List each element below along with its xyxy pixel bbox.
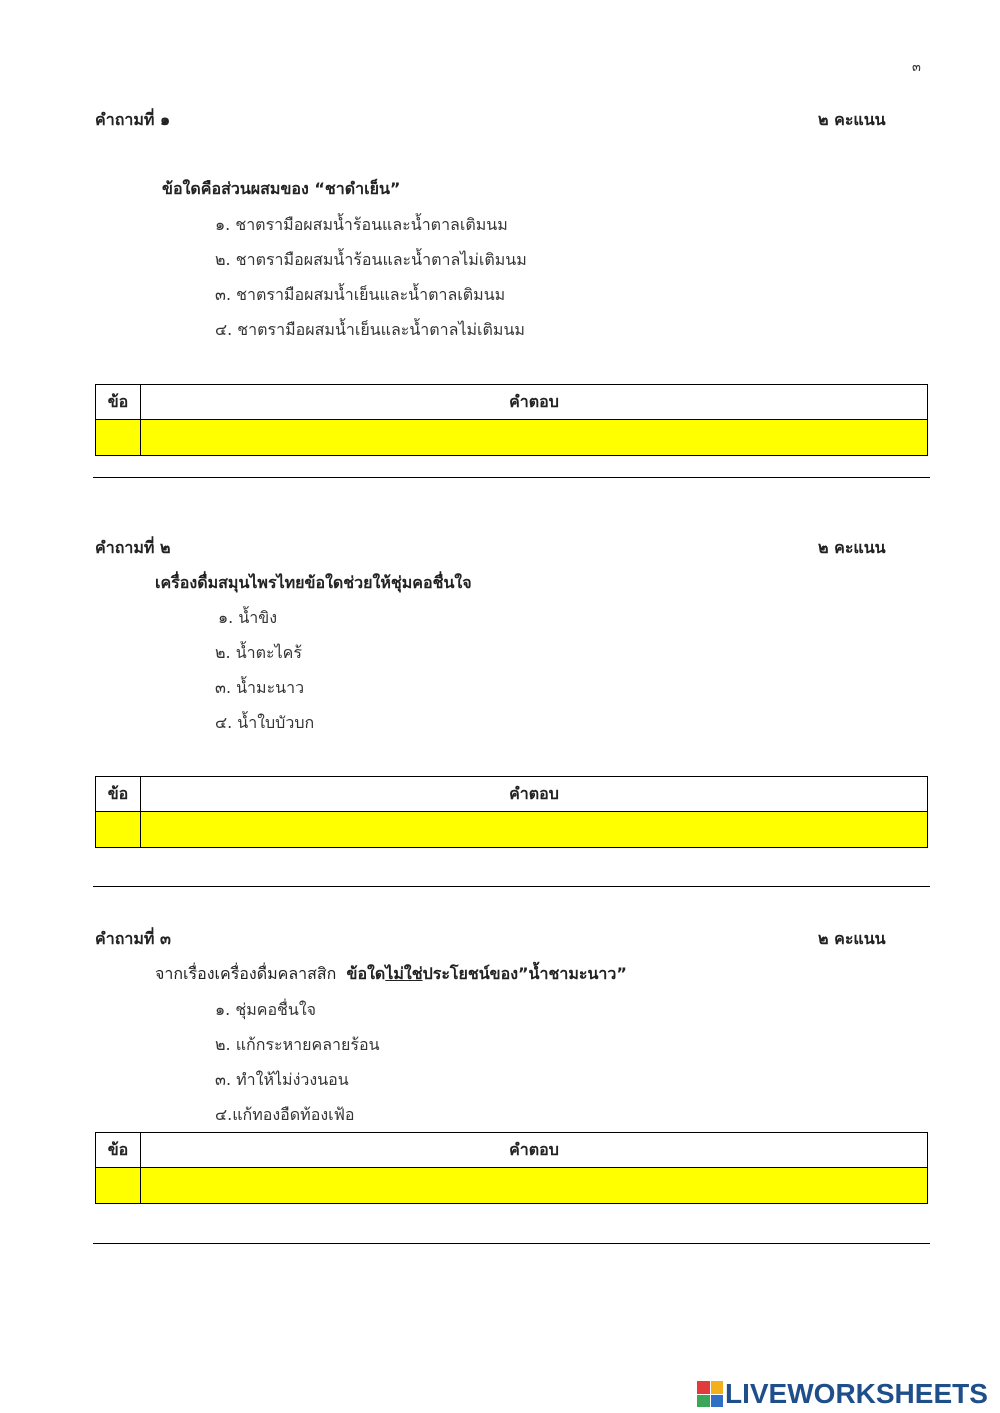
- question-1-score: ๒ คะแนน: [818, 110, 886, 129]
- question-1-choice-4: ๔. ชาตรามือผสมน้ำเย็นและน้ำตาลไม่เติมนม: [215, 320, 525, 339]
- question-2-choice-1: ๑. น้ำขิง: [218, 608, 277, 627]
- answer-table-2: [95, 776, 928, 848]
- liveworksheets-logo: [697, 1378, 988, 1410]
- answer-col-no-header: ข้อ: [96, 1133, 141, 1168]
- question-1-choice-3: ๓. ชาตรามือผสมน้ำเย็นและน้ำตาลเติมนม: [215, 285, 506, 304]
- question-3-stem-prefix: จากเรื่องเครื่องดื่มคลาสสิก: [155, 964, 337, 983]
- answer-col-answer-header: คำตอบ: [141, 385, 928, 420]
- question-1-choice-1: ๑. ชาตรามือผสมน้ำร้อนและน้ำตาลเติมนม: [215, 215, 508, 234]
- question-3-choice-4: ๔.แก้ทองอืดท้องเฟ้อ: [215, 1105, 355, 1124]
- logo-text: LIVEWORKSHEETS: [725, 1378, 988, 1409]
- question-2-score: ๒ คะแนน: [818, 538, 886, 557]
- question-3-title: คำถามที่ ๓: [95, 929, 171, 948]
- answer-1-input[interactable]: [141, 420, 928, 456]
- liveworksheets-mark-icon: [697, 1381, 723, 1407]
- question-2-stem: เครื่องดื่มสมุนไพรไทยข้อใดช่วยให้ชุ่มคอชื่นใจ: [155, 573, 472, 592]
- question-3-stem-underline: ไม่ใช่: [385, 964, 423, 983]
- answer-3-input[interactable]: [141, 1168, 928, 1204]
- question-3-stem-bold-a: ข้อใด: [346, 964, 386, 983]
- answer-col-answer-header: คำตอบ: [141, 777, 928, 812]
- question-3-stem-bold-b: ประโยชน์ของ”น้ำชามะนาว”: [422, 964, 627, 983]
- answer-col-no-header: ข้อ: [96, 777, 141, 812]
- question-1-title: คำถามที่ ๑: [95, 110, 171, 129]
- question-2-choice-4: ๔. น้ำใบบัวบก: [215, 713, 315, 732]
- question-2-title: คำถามที่ ๒: [95, 538, 171, 557]
- divider: [93, 1243, 930, 1244]
- question-2-choice-3: ๓. น้ำมะนาว: [215, 678, 305, 697]
- answer-3-no-input[interactable]: [96, 1168, 141, 1204]
- question-3-choice-1: ๑. ชุ่มคอชื่นใจ: [215, 1000, 317, 1019]
- question-2-choice-2: ๒. น้ำตะไคร้: [215, 643, 302, 662]
- divider: [93, 886, 930, 887]
- answer-col-answer-header: คำตอบ: [141, 1133, 928, 1168]
- answer-table-1: [95, 384, 928, 456]
- answer-table-3: [95, 1132, 928, 1204]
- answer-1-no-input[interactable]: [96, 420, 141, 456]
- question-3-choice-3: ๓. ทำให้ไม่ง่วงนอน: [215, 1070, 349, 1089]
- answer-col-no-header: ข้อ: [96, 385, 141, 420]
- page-number: ๓: [912, 60, 921, 75]
- question-3-choice-2: ๒. แก้กระหายคลายร้อน: [215, 1035, 380, 1054]
- answer-2-no-input[interactable]: [96, 812, 141, 848]
- question-1-choice-2: ๒. ชาตรามือผสมน้ำร้อนและน้ำตาลไม่เติมนม: [215, 250, 527, 269]
- answer-2-input[interactable]: [141, 812, 928, 848]
- question-3-score: ๒ คะแนน: [818, 929, 886, 948]
- question-1-stem: ข้อใดคือส่วนผสมของ “ชาดำเย็น”: [162, 179, 401, 198]
- question-3-stem: [155, 962, 627, 987]
- divider: [93, 477, 930, 478]
